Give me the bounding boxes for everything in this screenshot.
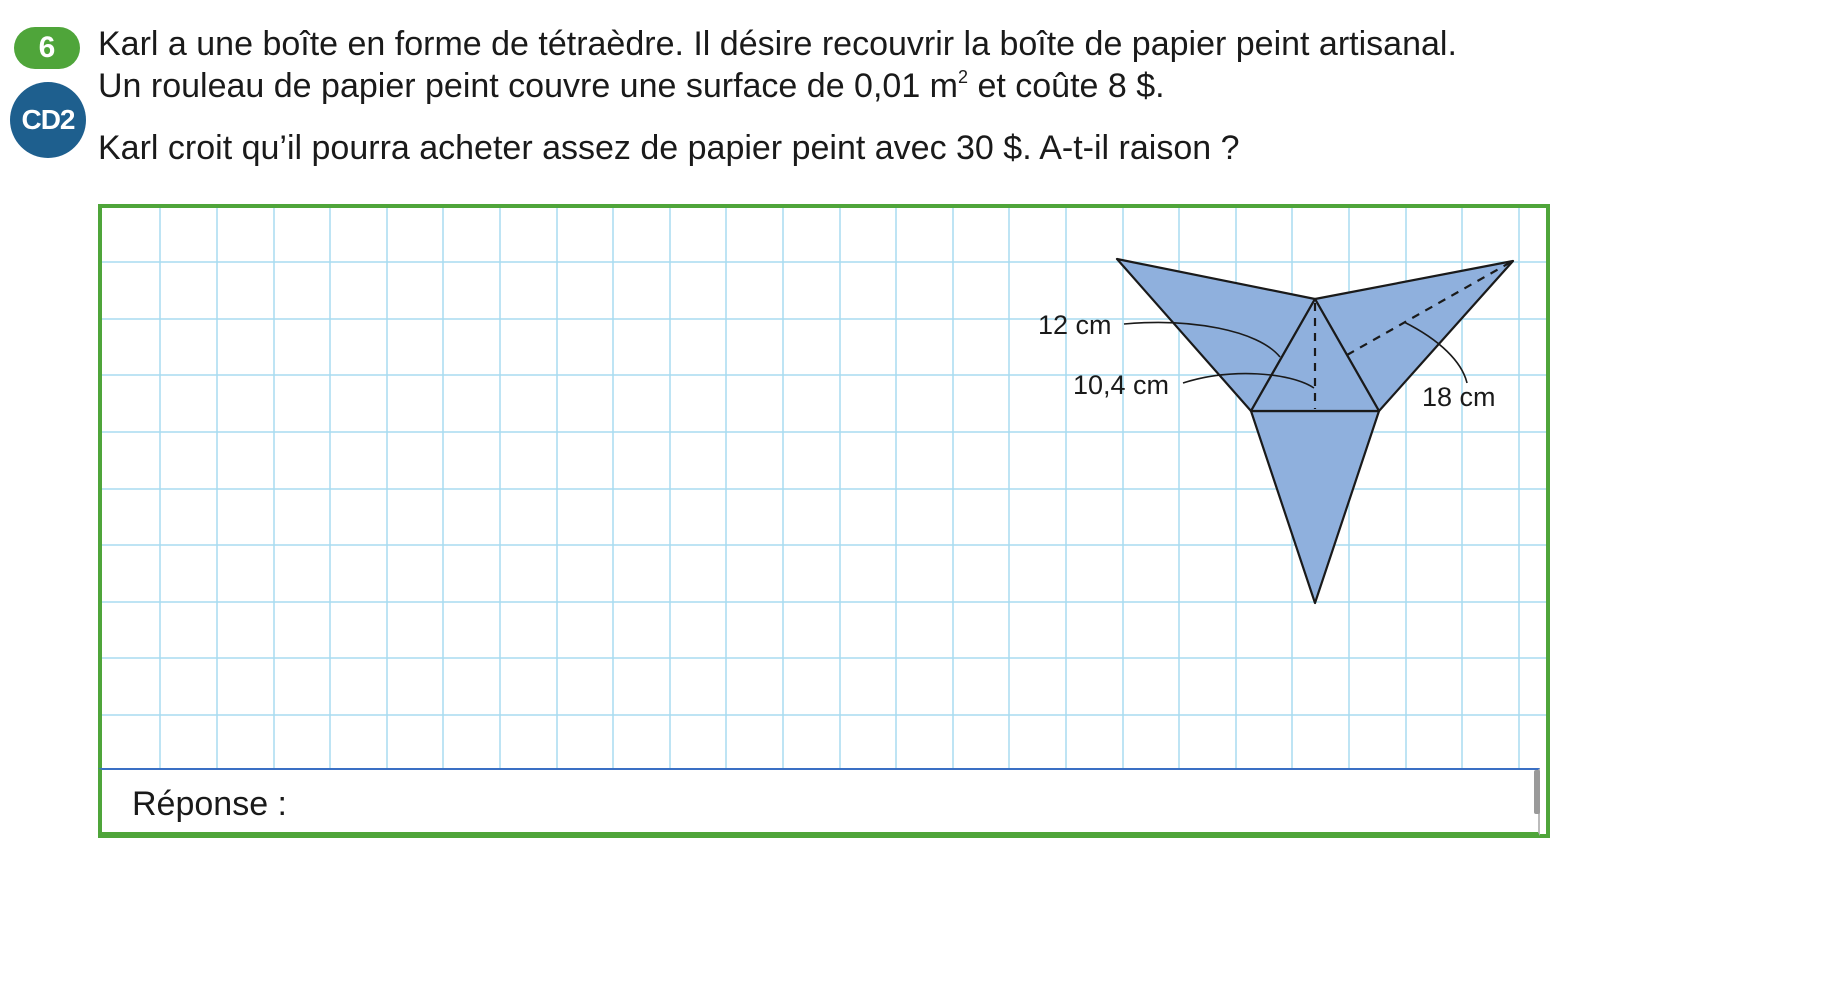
answer-label: Réponse :: [132, 785, 287, 823]
answer-scrollbar[interactable]: [1534, 770, 1540, 814]
label-height-10-4cm: 10,4 cm: [1073, 370, 1170, 400]
answer-field[interactable]: [98, 768, 1540, 836]
question-line-2-end: et coûte 8 $.: [968, 67, 1165, 105]
net-face-bottom: [1251, 411, 1379, 603]
competency-badge: CD2: [10, 82, 86, 158]
question-line-1: Karl a une boîte en forme de tétraèdre. Il désire recouvrir la boîte de papier peint artisanal.: [98, 25, 1457, 63]
square-exponent: 2: [958, 67, 969, 87]
question-line-3: Karl croit qu’il pourra acheter assez de papier peint avec 30 $. A-t-il raison ?: [98, 129, 1240, 167]
label-apothem-18cm: 18 cm: [1422, 382, 1496, 412]
exercise-number-badge: 6: [14, 27, 80, 69]
question-line-2-text: Un rouleau de papier peint couvre une surface de 0,01 m: [98, 67, 958, 105]
label-side-12cm: 12 cm: [1038, 310, 1112, 340]
